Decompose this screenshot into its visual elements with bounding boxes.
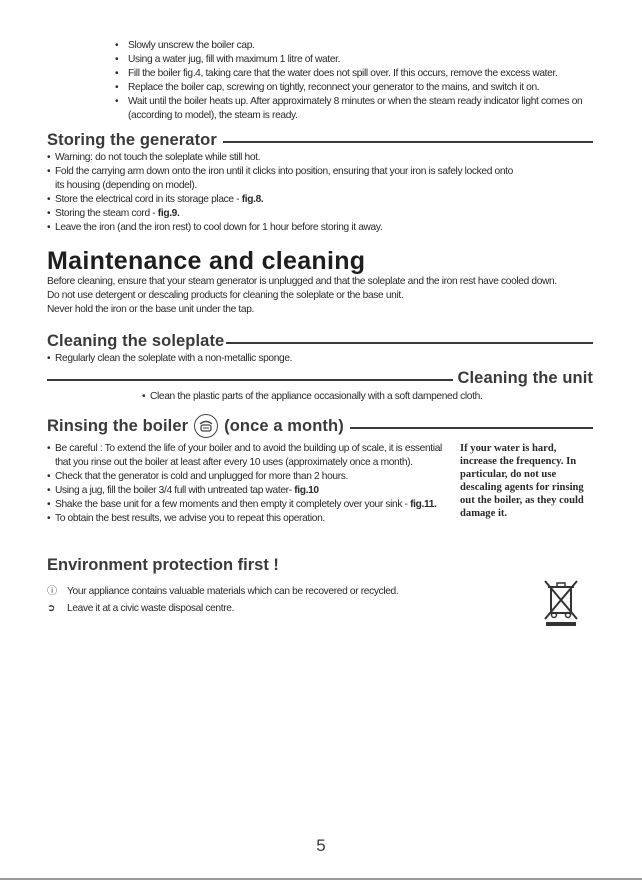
rinsing-section	[47, 414, 593, 526]
item-text: Leave the iron (and the iron rest) to cool down for 1 hour before storing it away.	[55, 222, 383, 233]
figure-ref: fig.11.	[410, 499, 437, 510]
item-text: Be careful : To extend the life of your boiler and to avoid the building up of scale, it is essential that you rinse out the boiler at least after every 10 uses (approximately once a month).	[55, 443, 442, 468]
list-item	[47, 165, 517, 193]
section-title: Rinsing the boiler	[47, 416, 189, 435]
unit-list	[142, 390, 593, 404]
soleplate-section	[47, 332, 593, 366]
rinsing-body	[47, 442, 593, 526]
section-title: Cleaning the unit	[457, 369, 593, 387]
page-title: Maintenance and cleaning	[47, 247, 366, 275]
list-item	[47, 442, 452, 470]
storing-section	[47, 131, 593, 235]
item-text: Warning: do not touch the soleplate while still hot.	[55, 152, 261, 163]
paragraph: Do not use detergent or descaling products for cleaning the soleplate or the base unit.	[47, 290, 404, 301]
list-item: • Replace the boiler cap, screwing on tightly, reconnect your generator to the mains, and switch it on.	[113, 81, 598, 95]
list-item: • Using a water jug, fill with maximum 1 litre of water.	[113, 53, 598, 67]
list-item	[47, 512, 495, 526]
section-title: Environment protection first !	[47, 556, 279, 574]
list-item: • Clean the plastic parts of the appliance occasionally with a soft dampened cloth.	[142, 390, 593, 404]
list-item: • Wait until the boiler heats up. After approximately 8 minutes or when the steam ready indicator light comes on (according to model), the steam is ready.	[113, 95, 598, 123]
item-text: Store the electrical cord in its storage place -	[55, 194, 242, 205]
section-title-suffix: (once a month)	[224, 416, 344, 435]
storing-heading	[47, 131, 593, 150]
unit-heading	[47, 369, 593, 388]
heading-rule	[226, 342, 593, 344]
item-text: Fold the carrying arm down onto the iron until it clicks into position, ensuring that your iron is safely locked onto its housing (depending on model).	[55, 166, 513, 191]
maintenance-text	[47, 275, 593, 317]
maintenance-section	[47, 247, 593, 317]
unit-section	[47, 369, 593, 404]
filling-steps-list	[113, 39, 598, 123]
arrow-icon: ➲	[47, 603, 56, 614]
item-text: Shake the base unit for a few moments and then empty it completely over your sink -	[55, 499, 411, 510]
weee-bin-icon	[540, 577, 582, 627]
section-title: Storing the generator	[47, 131, 217, 149]
list-item: • Slowly unscrew the boiler cap.	[113, 39, 598, 53]
soleplate-heading	[47, 332, 593, 351]
figure-ref: fig.8.	[241, 194, 264, 205]
list-item	[47, 193, 517, 207]
list-item	[47, 470, 452, 484]
item-text: Leave it at a civic waste disposal centre.	[67, 603, 235, 614]
item-text: Your appliance contains valuable materials which can be recovered or recycled.	[67, 586, 399, 597]
section-title: Cleaning the soleplate	[47, 332, 225, 350]
rinsing-list	[47, 442, 452, 526]
boiler-rinse-icon	[194, 414, 218, 438]
figure-ref: fig.10	[294, 485, 319, 496]
item-text: Storing the steam cord -	[55, 208, 158, 219]
hard-water-note: If your water is hard, increase the frequency. In particular, do not use descaling agents for rinsing out the boiler, as they could damage it.	[460, 443, 584, 519]
bottom-rule	[0, 878, 642, 880]
figure-ref: fig.9.	[157, 208, 180, 219]
environment-section	[47, 556, 593, 616]
heading-rule	[350, 427, 593, 429]
heading-rule	[223, 141, 593, 143]
list-item: • Regularly clean the soleplate with a non-metallic sponge.	[47, 352, 593, 366]
paragraph: Before cleaning, ensure that your steam generator is unplugged and that the soleplate and the iron rest have cooled down.	[47, 276, 557, 287]
page-number: 5	[316, 836, 326, 855]
item-text: Check that the generator is cold and unplugged for more than 2 hours.	[55, 471, 348, 482]
list-item: • Fill the boiler fig.4, taking care that the water does not spill over. If this occurs, remove the excess water.	[113, 67, 598, 81]
list-item	[47, 585, 593, 599]
list-item	[47, 484, 452, 498]
storing-list	[47, 151, 517, 235]
list-item	[47, 151, 517, 165]
rinsing-heading	[47, 414, 593, 438]
environment-list	[47, 585, 593, 616]
item-text: Using a jug, fill the boiler 3/4 full with untreated tap water-	[55, 485, 295, 496]
info-icon: ⓘ	[47, 586, 57, 597]
list-item	[47, 498, 452, 512]
heading-rule	[47, 379, 453, 381]
soleplate-list	[47, 352, 593, 366]
list-item	[47, 602, 593, 616]
list-item	[47, 221, 517, 235]
paragraph: Never hold the iron or the base unit under the tap.	[47, 304, 254, 315]
item-text: To obtain the best results, we advise you to repeat this operation.	[55, 513, 325, 524]
list-item	[47, 207, 517, 221]
